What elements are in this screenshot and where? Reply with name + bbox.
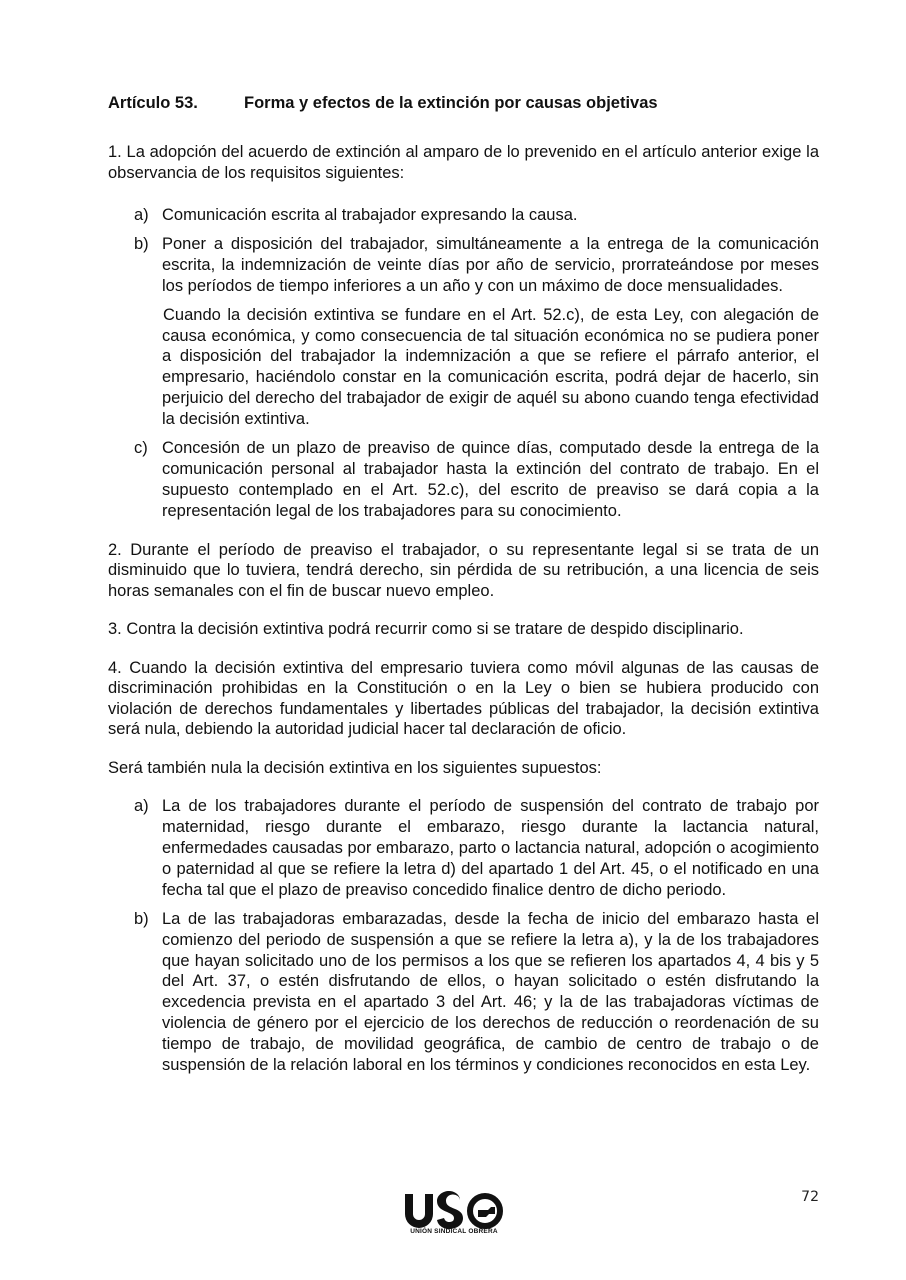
paragraph-4: 4. Cuando la decisión extintiva del empresario tuviera como móvil algunas de las causas de discriminación prohibidas en la Constitución o en la Ley o bien se hubiera producido con violación de derechos fundamentales y libertades públicas del trabajador, la decisión extintiva será nula, debiendo la autoridad judicial hacer tal declaración de oficio.: [108, 658, 819, 739]
list-item: [108, 796, 819, 901]
list-item-text: Poner a disposición del trabajador, simultáneamente a la entrega de la comunicación escrita, la indemnización de veinte días por año de servicio, prorrateándose por meses los períodos de tiempo inferiores a un año y con un máximo de doce mensualidades.: [162, 234, 819, 295]
list-item-text: Concesión de un plazo de preaviso de quince días, computado desde la entrega de la comunicación personal al trabajador hasta la extinción del contrato de trabajo. En el supuesto contemplado en el Art. 52.c), del escrito de preaviso se dará copia a la representación legal de los trabajadores para su conocimiento.: [162, 439, 819, 520]
paragraph-3: 3. Contra la decisión extintiva podrá recurrir como si se tratare de despido disciplinario.: [108, 620, 744, 639]
paragraph-1: 1. La adopción del acuerdo de extinción al amparo de lo prevenido en el artículo anterior exige la observancia de los requisitos siguientes:: [108, 143, 819, 182]
article-title: Forma y efectos de la extinción por causas objetivas: [244, 94, 658, 112]
list-item: [108, 234, 819, 430]
nullity-cases-list: [108, 796, 819, 1076]
list-marker: b): [134, 234, 149, 253]
list-item-text: La de las trabajadoras embarazadas, desde la fecha de inicio del embarazo hasta el comienzo del periodo de suspensión a que se refiere la letra a), y la de los trabajadores que hayan solicitado uno de los permisos a los que se refieren los apartados 4, 4 bis y 5 del Art. 37, o estén disfrutando de ellos, o hayan solicitado o estén disfrutando la excedencia prevista en el apartado 3 del Art. 46; y la de las trabajadoras víctimas de violencia de género por el ejercicio de los derechos de reducción o reordenación de su tiempo de trabajo, de movilidad geográfica, de cambio de centro de trabajo o de suspensión de la relación laboral en los términos y condiciones reconocidos en esta Ley.: [162, 909, 819, 1075]
article-heading: [108, 92, 819, 114]
logo-caption: UNIÓN SINDICAL OBRERA: [410, 1228, 498, 1235]
list-marker: b): [134, 909, 149, 928]
list-item: [108, 205, 819, 226]
list-item: [108, 438, 819, 522]
list-item: [108, 909, 819, 1076]
list-marker: a): [134, 206, 149, 224]
list-marker: c): [134, 439, 148, 458]
paragraph-5: Será también nula la decisión extintiva en los siguientes supuestos:: [108, 758, 602, 777]
list-marker: a): [134, 797, 149, 816]
article-number: Artículo 53.: [108, 94, 198, 112]
paragraph-2: 2. Durante el período de preaviso el trabajador, o su representante legal si se trata de un disminuido que lo tuviera, tendrá derecho, sin pérdida de su retribución, a una licencia de seis horas semanales con el fin de buscar nuevo empleo.: [108, 540, 819, 600]
page-number: 72: [801, 1189, 819, 1205]
list-item-subparagraph: Cuando la decisión extintiva se fundare en el Art. 52.c), de esta Ley, con alegación de causa económica, y como consecuencia de tal situación económica no se pudiera poner a disposición del trabajador la indemnización a que se refiere el párrafo anterior, el empresario, haciéndolo constar en la comunicación escrita, podrá dejar de hacerlo, sin perjuicio del derecho del trabajador de exigir de aquél su abono cuando tenga efectividad la decisión extintiva.: [162, 305, 819, 429]
document-page: [108, 92, 819, 1094]
requirements-list: [108, 205, 819, 522]
list-item-text: Comunicación escrita al trabajador expresando la causa.: [162, 206, 578, 224]
list-item-text: La de los trabajadores durante el período de suspensión del contrato de trabajo por maternidad, riesgo durante el embarazo, riesgo durante la lactancia natural, enfermedades causadas por embarazo, parto o lactancia natural, adopción o acogimiento o paternidad al que se refiere la letra d) del apartado 1 del Art. 45, o el notificado en una fecha tal que el plazo de preaviso concedido finalice dentro de dicho periodo.: [162, 797, 819, 899]
